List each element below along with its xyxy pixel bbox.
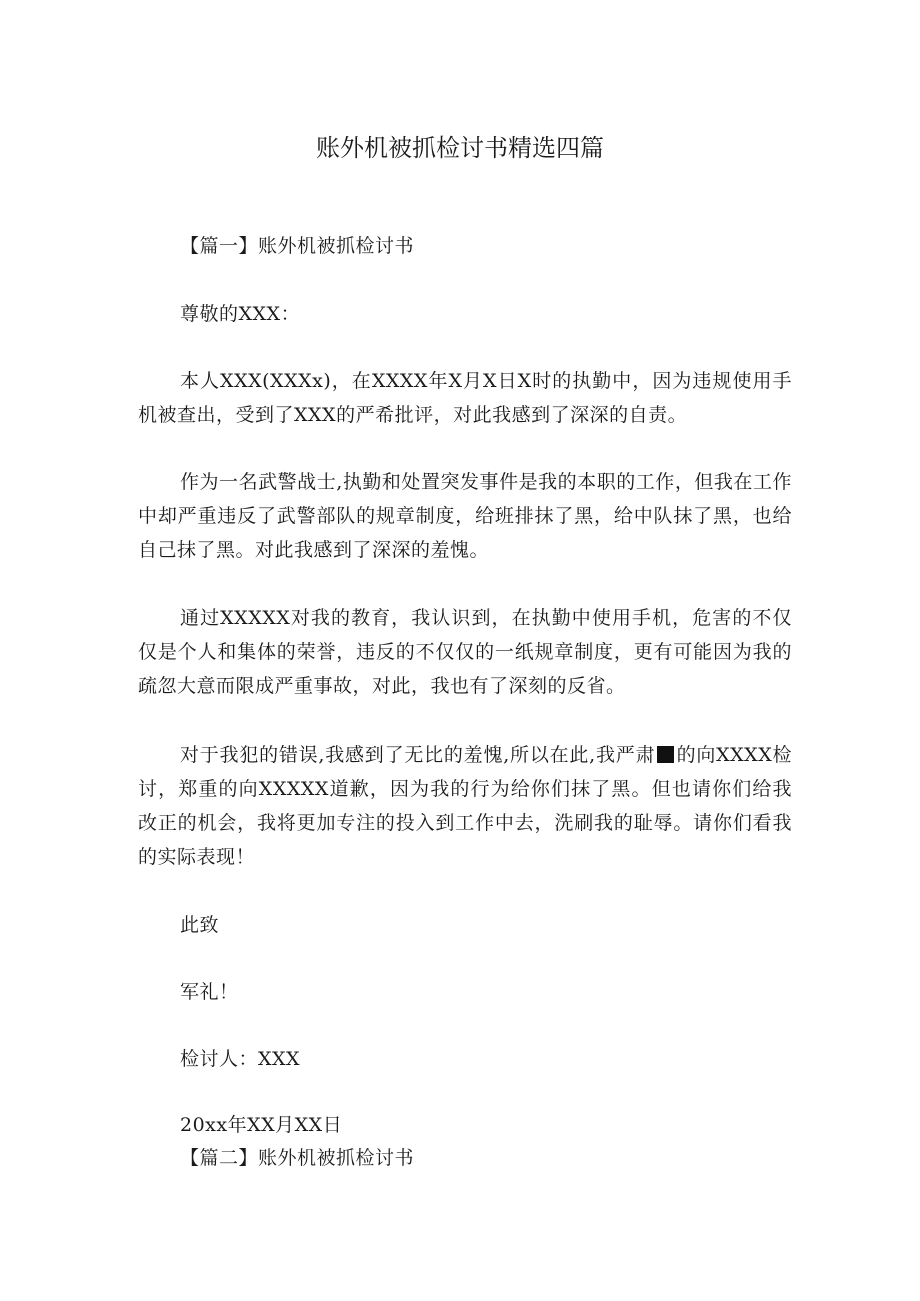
paragraph-1: 本人XXX(XXXx)，在XXXX年X月X日X时的执勤中，因为违规使用手机被查出，受到了XXX的严希批评，对此我感到了深深的自责。 [138,370,792,426]
paragraph-4-part-1: 对于我犯的错误,我感到了无比的羞愧,所以在此,我严肃 [180,744,656,766]
paragraph-3: 通过XXXXX对我的教育，我认识到，在执勤中使用手机，危害的不仅仅是个人和集体的荣誉，违反的不仅仅的一纸规章制度，更有可能因为我的疏忽大意而限成严重事故，对此，我也有了深刻的反省。 [138,607,792,697]
section1-heading: 【篇一】账外机被抓检讨书 [180,235,415,257]
date: 20xx年XX月XX日 [180,1114,343,1136]
salutation: 尊敬的XXX： [180,303,301,325]
closing-2: 军礼！ [180,981,239,1003]
redaction-mark [657,746,674,763]
paragraph-4 [138,738,792,874]
paragraph-2: 作为一名武警战士,执勤和处置突发事件是我的本职的工作，但我在工作中却严重违反了武警部队的规章制度，给班排抹了黑，给中队抹了黑，也给自己抹了黑。对此我感到了深深的羞愧。 [138,471,792,561]
section2-heading: 【篇二】账外机被抓检讨书 [180,1147,415,1169]
paragraph-4-part-2: 的向XXXX检讨，郑重的向XXXXX道歉，因为我的行为给你们抹了黑。但也请你们给我改正的机会，我将更加专注的投入到工作中去，洗刷我的耻辱。请你们看我的实际表现！ [138,744,793,868]
closing-1: 此致 [180,914,220,936]
document-title: 账外机被抓检讨书精选四篇 [316,134,604,162]
signer: 检讨人：XXX [180,1048,301,1070]
